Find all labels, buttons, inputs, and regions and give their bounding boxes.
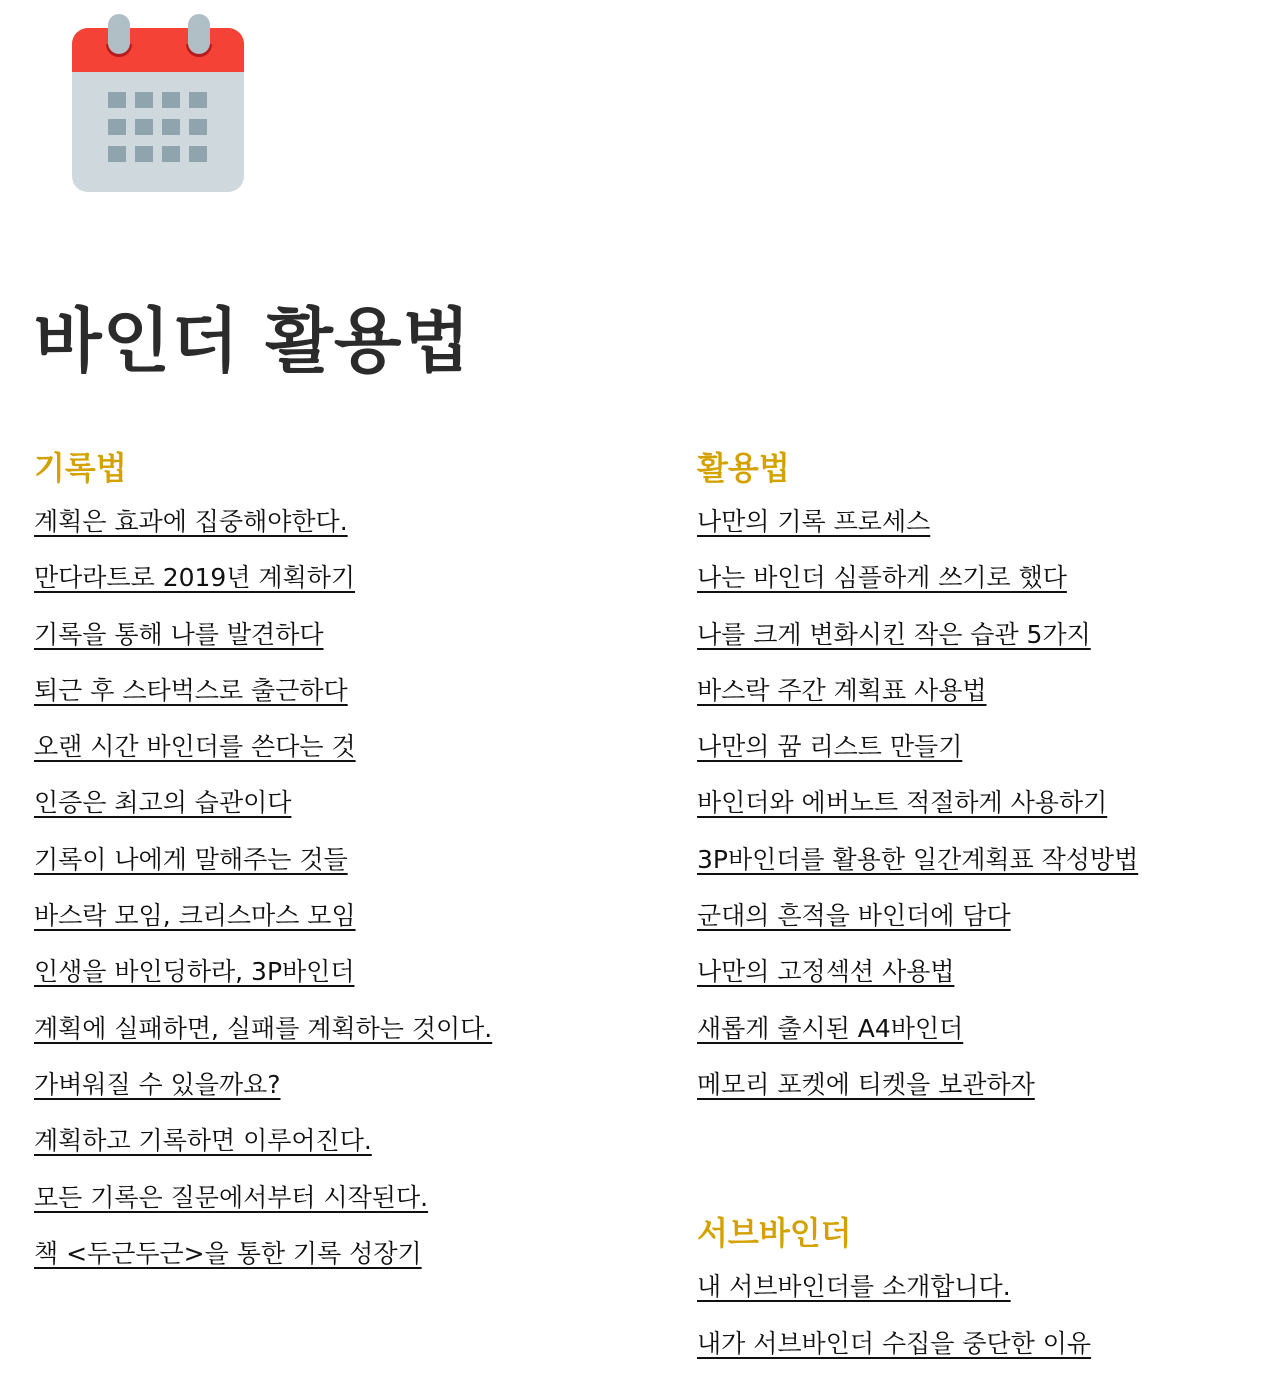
article-link[interactable]: 나만의 고정섹션 사용법: [697, 957, 955, 987]
article-link[interactable]: 나는 바인더 심플하게 쓰기로 했다: [697, 563, 1067, 593]
section-spacer: [697, 1113, 1267, 1207]
article-link[interactable]: 기록이 나에게 말해주는 것들: [34, 844, 348, 874]
article-link[interactable]: 인증은 최고의 습관이다: [34, 788, 292, 818]
section-heading-record: 기록법: [34, 449, 127, 487]
list-item: [34, 1226, 654, 1282]
list-item: [697, 1001, 1267, 1057]
article-link[interactable]: 나를 크게 변화시킨 작은 습관 5가지: [697, 619, 1091, 649]
list-item: [697, 1057, 1267, 1113]
article-link[interactable]: 만다라트로 2019년 계획하기: [34, 563, 356, 593]
list-item: [34, 494, 654, 550]
section-heading-usage: 활용법: [697, 449, 790, 487]
list-item: [34, 944, 654, 1000]
section-heading-subbinder: 서브바인더: [697, 1214, 852, 1253]
list-item: [34, 832, 654, 888]
article-link[interactable]: 기록을 통해 나를 발견하다: [34, 619, 324, 649]
article-link[interactable]: 계획은 효과에 집중해야한다.: [34, 507, 348, 536]
article-link[interactable]: 인생을 바인딩하라, 3P바인더: [34, 957, 355, 987]
calendar-icon: [70, 14, 246, 194]
list-item: [34, 888, 654, 944]
article-link[interactable]: 3P바인더를 활용한 일간계획표 작성방법: [697, 844, 1139, 874]
list-item: [34, 663, 654, 719]
article-link[interactable]: 내가 서브바인더 수집을 중단한 이유: [697, 1328, 1092, 1358]
list-item: [697, 607, 1267, 663]
list-item: [34, 1057, 654, 1113]
article-link[interactable]: 내 서브바인더를 소개합니다.: [697, 1272, 1011, 1302]
article-link[interactable]: 바인더와 에버노트 적절하게 사용하기: [697, 788, 1108, 818]
list-item: [697, 1259, 1267, 1315]
record-link-list: [34, 494, 654, 1282]
usage-link-list: [697, 494, 1267, 1113]
list-item: [697, 719, 1267, 775]
list-item: [697, 1316, 1267, 1372]
list-item: [697, 944, 1267, 1000]
article-link[interactable]: 새롭게 출시된 A4바인더: [697, 1013, 964, 1043]
page-title: 바인더 활용법: [34, 300, 472, 382]
article-link[interactable]: 계획하고 기록하면 이루어진다.: [34, 1126, 372, 1156]
list-item: [697, 888, 1267, 944]
list-item: [34, 1001, 654, 1057]
article-link[interactable]: 나만의 꿈 리스트 만들기: [697, 732, 963, 762]
list-item: [34, 775, 654, 831]
article-link[interactable]: 메모리 포켓에 티켓을 보관하자: [697, 1069, 1035, 1099]
list-item: [697, 832, 1267, 888]
list-item: [697, 550, 1267, 606]
list-item: [34, 719, 654, 775]
article-link[interactable]: 모든 기록은 질문에서부터 시작된다.: [34, 1182, 429, 1212]
usage-section: [697, 442, 1267, 1372]
article-link[interactable]: 바스락 모임, 크리스마스 모임: [34, 901, 356, 931]
article-link[interactable]: 책 <두근두근>을 통한 기록 성장기: [34, 1238, 422, 1268]
record-section: [34, 442, 654, 1282]
list-item: [34, 1170, 654, 1226]
article-link[interactable]: 계획에 실패하면, 실패를 계획하는 것이다.: [34, 1013, 493, 1043]
subbinder-link-list: [697, 1259, 1267, 1372]
list-item: [697, 775, 1267, 831]
list-item: [34, 607, 654, 663]
list-item: [34, 1113, 654, 1169]
article-link[interactable]: 가벼워질 수 있을까요?: [34, 1069, 281, 1099]
list-item: [697, 663, 1267, 719]
article-link[interactable]: 오랜 시간 바인더를 쓴다는 것: [34, 732, 356, 762]
list-item: [34, 550, 654, 606]
article-link[interactable]: 군대의 흔적을 바인더에 담다: [697, 901, 1011, 931]
article-link[interactable]: 나만의 기록 프로세스: [697, 507, 931, 536]
list-item: [697, 494, 1267, 550]
article-link[interactable]: 바스락 주간 계획표 사용법: [697, 675, 987, 705]
article-link[interactable]: 퇴근 후 스타벅스로 출근하다: [34, 675, 348, 705]
